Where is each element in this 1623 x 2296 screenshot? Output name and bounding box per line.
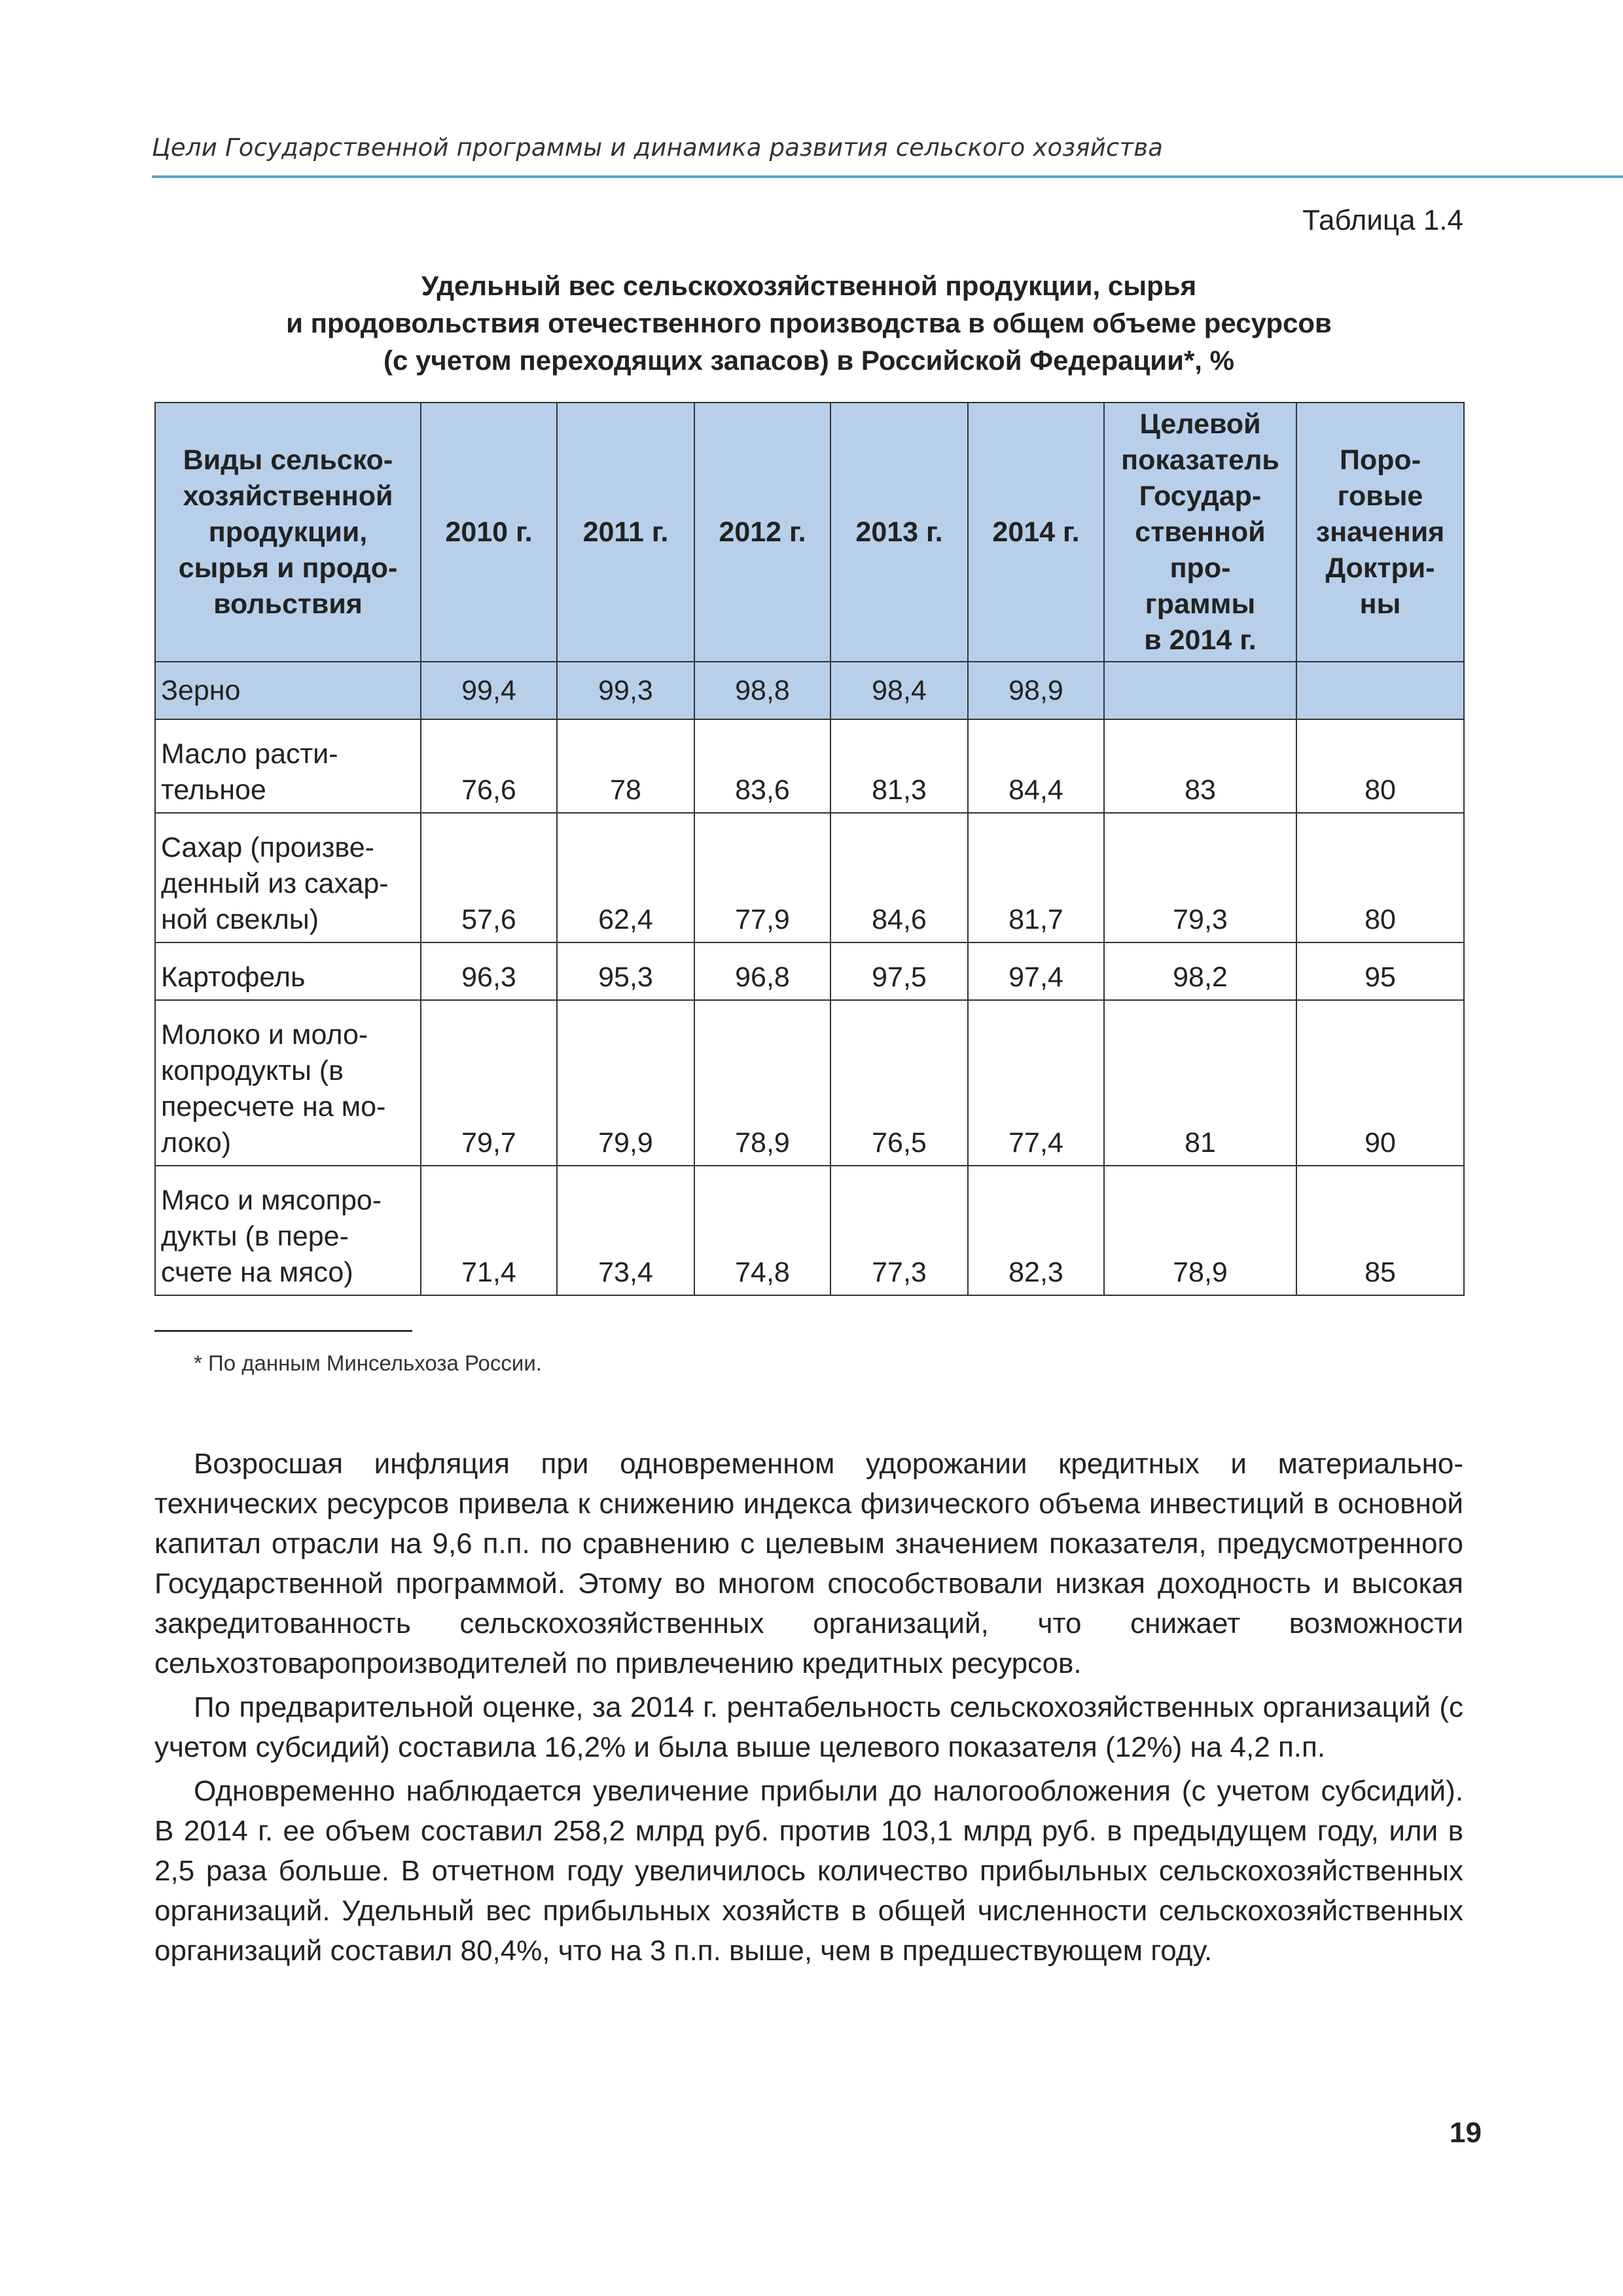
value-cell: 77,4 [968, 1000, 1104, 1166]
column-header-line: Поро- [1339, 444, 1421, 476]
row-name-line: копродукты (в [161, 1055, 344, 1086]
row-name-line: счете на мясо) [161, 1257, 353, 1288]
value-cell: 95,3 [557, 942, 694, 1000]
value-cell: 76,5 [830, 1000, 968, 1166]
table-row [155, 813, 1464, 942]
table-number: Таблица 1.4 [1302, 204, 1463, 236]
table-title-line: (с учетом переходящих запасов) в Российской Федерации*, % [383, 345, 1234, 376]
column-header-line: 2011 г. [582, 516, 669, 548]
column-header [1104, 403, 1296, 662]
row-name-line: Молоко и моло- [161, 1019, 368, 1050]
value-cell: 98,2 [1104, 942, 1296, 1000]
value-cell: 90 [1296, 1000, 1464, 1166]
value-cell: 99,4 [421, 662, 557, 719]
column-header-line: сырья и продо- [178, 552, 398, 584]
value-cell: 79,3 [1104, 813, 1296, 942]
row-name-line: ной свеклы) [161, 904, 319, 935]
value-cell: 81 [1104, 1000, 1296, 1166]
paragraph: По предварительной оценке, за 2014 г. рентабельность сельскохозяйственных организаций (с учетом субсидий) составила 16,2% и была выше целевого показателя (12%) на 4,2 п.п. [154, 1691, 1463, 1763]
table-title-line: и продовольствия отечественного производства в общем объеме ресурсов [286, 308, 1332, 338]
column-header [694, 403, 830, 662]
column-header [968, 403, 1104, 662]
value-cell: 79,9 [557, 1000, 694, 1166]
value-cell: 83 [1104, 719, 1296, 813]
running-header: Цели Государственной программы и динамика развития сельского хозяйства [152, 134, 1164, 162]
table-title [154, 267, 1463, 379]
row-name-line: Масло расти- [161, 738, 338, 770]
column-header [421, 403, 557, 662]
column-header-line: значения [1315, 516, 1445, 548]
table-row [155, 662, 1464, 719]
value-cell: 96,3 [421, 942, 557, 1000]
row-name-line: Сахар (произве- [161, 832, 375, 863]
table-row [155, 719, 1464, 813]
row-name-cell [155, 942, 421, 1000]
value-cell: 76,6 [421, 719, 557, 813]
value-cell: 95 [1296, 942, 1464, 1000]
column-header [830, 403, 968, 662]
column-header-line: ны [1359, 588, 1401, 620]
value-cell: 98,8 [694, 662, 830, 719]
table-row [155, 942, 1464, 1000]
value-cell: 83,6 [694, 719, 830, 813]
value-cell: 71,4 [421, 1166, 557, 1295]
column-header-line: Доктри- [1325, 552, 1435, 584]
value-cell: 80 [1296, 719, 1464, 813]
paragraph: Одновременно наблюдается увеличение прибыли до налогообложения (с учетом субсидий). В 2014 г. ее объем составил 258,2 млрд руб. против 103,1 млрд руб. в предыдущем году, или в 2,5 раза больше. В отчетном году увеличилось количество прибыльных сельскохозяйственных организаций. Удельный вес прибыльных хозяйств в общей численности сельскохозяйственных организаций составил 80,4%, что на 3 п.п. выше, чем в предшествующем году. [154, 1775, 1463, 1967]
value-cell: 97,5 [830, 942, 968, 1000]
value-cell: 62,4 [557, 813, 694, 942]
page-number: 19 [1450, 2117, 1482, 2149]
value-cell: 79,7 [421, 1000, 557, 1166]
value-cell: 98,9 [968, 662, 1104, 719]
column-header-line: показатель [1121, 444, 1279, 476]
row-name-cell [155, 813, 421, 942]
footnote: * По данным Минсельхоза России. [194, 1351, 542, 1375]
value-cell: 73,4 [557, 1166, 694, 1295]
table-row [155, 1000, 1464, 1166]
column-header-line: про- [1169, 552, 1231, 584]
row-name-cell [155, 662, 421, 719]
value-cell: 81,7 [968, 813, 1104, 942]
value-cell: 57,6 [421, 813, 557, 942]
row-name-line: пересчете на мо- [161, 1091, 386, 1122]
column-header [557, 403, 694, 662]
column-header-line: 2010 г. [445, 516, 533, 548]
value-cell: 80 [1296, 813, 1464, 942]
column-header-line: продукции, [208, 516, 368, 548]
column-header-line: 2014 г. [992, 516, 1080, 548]
value-cell: 99,3 [557, 662, 694, 719]
row-name-line: Картофель [161, 961, 306, 993]
row-name-line: Зерно [161, 674, 241, 706]
body-text [154, 1444, 1463, 1975]
value-cell: 74,8 [694, 1166, 830, 1295]
column-header-line: Целевой [1139, 408, 1261, 440]
value-cell: 77,3 [830, 1166, 968, 1295]
row-name-cell [155, 1000, 421, 1166]
column-header [1296, 403, 1464, 662]
row-name-line: денный из сахар- [161, 868, 389, 899]
row-name-line: локо) [161, 1127, 232, 1158]
paragraph: Возросшая инфляция при одновременном удорожании кредитных и материально-технических ресурсов привела к снижению индекса физического объема инвестиций в основной капитал отрасли на 9,6 п.п. по сравнению с целевым значением показателя, предусмотренного Государственной программой. Этому во многом способствовали низкая доходность и высокая закредитованность сельскохозяйственных организаций, что снижает возможности сельхозтоваропроизводителей по привлечению кредитных ресурсов. [154, 1448, 1463, 1679]
table-body [155, 662, 1464, 1295]
value-cell: 84,6 [830, 813, 968, 942]
value-cell: 77,9 [694, 813, 830, 942]
row-name-line: тельное [161, 774, 266, 806]
value-cell: 78,9 [694, 1000, 830, 1166]
table-header-row [155, 403, 1464, 662]
column-header-line: в 2014 г. [1144, 624, 1257, 656]
table-title-line: Удельный вес сельскохозяйственной продукции, сырья [421, 270, 1197, 301]
value-cell: 85 [1296, 1166, 1464, 1295]
column-header-line: хозяйственной [183, 480, 393, 512]
value-cell: 98,4 [830, 662, 968, 719]
column-header-line: Государ- [1139, 480, 1262, 512]
row-name-line: Мясо и мясопро- [161, 1185, 382, 1216]
column-header-line: 2013 г. [855, 516, 943, 548]
column-header-line: ственной [1135, 516, 1266, 548]
value-cell [1104, 662, 1296, 719]
row-name-line: дукты (в пере- [161, 1221, 349, 1252]
value-cell [1296, 662, 1464, 719]
column-header-line: граммы [1145, 588, 1256, 620]
header-rule [152, 175, 1623, 178]
value-cell: 97,4 [968, 942, 1104, 1000]
footnote-rule [154, 1330, 412, 1332]
column-header-line: Виды сельско- [183, 444, 393, 476]
value-cell: 82,3 [968, 1166, 1104, 1295]
table-row [155, 1166, 1464, 1295]
value-cell: 78,9 [1104, 1166, 1296, 1295]
column-header-line: говые [1337, 480, 1423, 512]
value-cell: 84,4 [968, 719, 1104, 813]
column-header-line: вольствия [213, 588, 363, 620]
row-name-cell [155, 719, 421, 813]
value-cell: 78 [557, 719, 694, 813]
data-table [154, 402, 1465, 1296]
value-cell: 96,8 [694, 942, 830, 1000]
value-cell: 81,3 [830, 719, 968, 813]
column-header-line: 2012 г. [719, 516, 806, 548]
column-header [155, 403, 421, 662]
row-name-cell [155, 1166, 421, 1295]
